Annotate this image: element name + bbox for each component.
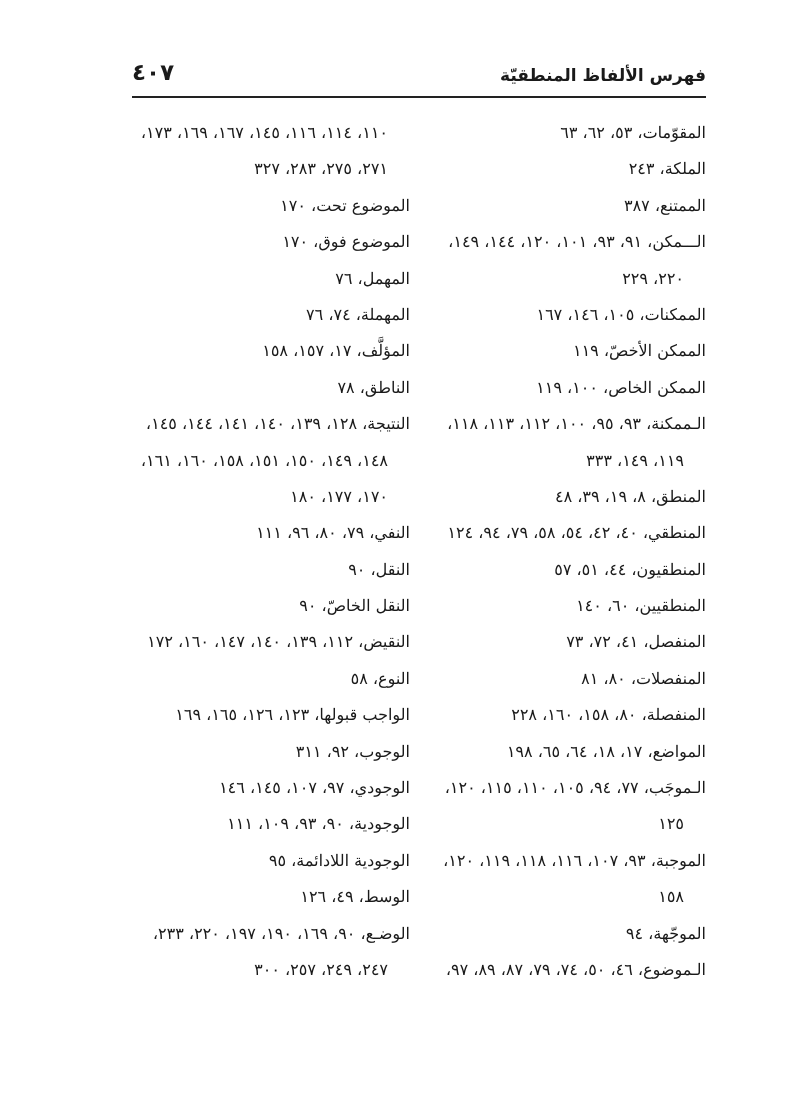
index-entry: المنطقيون، ٤٤، ٥١، ٥٧ [554,559,706,579]
index-entry: الممكن الأخصّ، ١١٩ [572,341,706,361]
index-entry: الوجودية، ٩٠، ٩٣، ١٠٩، ١١١ [227,814,410,834]
index-entry: الوجودية اللادائمة، ٩٥ [268,850,410,870]
index-entry: الممتنع، ٣٨٧ [623,195,706,215]
index-entry: الممكنات، ١٠٥، ١٤٦، ١٦٧ [536,304,706,324]
page-number: ٤٠٧ [132,60,175,86]
index-entry: النفي، ٧٩، ٨٠، ٩٦، ١١١ [256,523,410,543]
index-entry: الـموضوع، ٤٦، ٥٠، ٧٤، ٧٩، ٨٧، ٨٩، ٩٧، [445,959,706,979]
index-entry: الملكة، ٢٤٣ [628,159,706,179]
index-entry-continuation: ١٥٨ [658,887,684,907]
index-entry: الناطق، ٧٨ [337,377,410,397]
index-entry-continuation: ١١٩، ١٤٩، ٣٣٣ [586,450,684,470]
index-column-right [426,115,706,988]
index-entry: المنطق، ٨، ١٩، ٣٩، ٤٨ [554,486,706,506]
index-entry-continuation: ٢٤٧، ٢٤٩، ٢٥٧، ٣٠٠ [254,959,388,979]
index-entry: المهمل، ٧٦ [335,268,410,288]
index-entry: النقل الخاصّ، ٩٠ [299,596,410,616]
index-entry: الوجودي، ٩٧، ١٠٧، ١٤٥، ١٤٦ [219,778,410,798]
index-entry: المؤلَّف، ١٧، ١٥٧، ١٥٨ [262,341,410,361]
index-entry: النوع، ٥٨ [350,668,410,688]
index-entry: المنطقي، ٤٠، ٤٢، ٥٤، ٥٨، ٧٩، ٩٤، ١٢٤ [447,523,706,543]
index-column-left [132,115,410,988]
index-entry: الموجّهة، ٩٤ [625,923,706,943]
index-entry: النتيجة، ١٢٨، ١٣٩، ١٤٠، ١٤١، ١٤٤، ١٤٥، [145,414,410,434]
index-entry-continuation: ١٧٠، ١٧٧، ١٨٠ [290,486,388,506]
index-entry-continuation: ١١٠، ١١٤، ١١٦، ١٤٥، ١٦٧، ١٦٩، ١٧٣، [140,123,388,142]
index-entry: الوضـع، ٩٠، ١٦٩، ١٩٠، ١٩٧، ٢٢٠، ٢٣٣، [152,923,410,943]
index-entry: الممكن الخاص، ١٠٠، ١١٩ [536,377,706,397]
header-title: فهرس الألفاظ المنطقيّة [500,66,706,86]
index-entry: المنفصل، ٤١، ٧٢، ٧٣ [566,632,706,652]
index-entry: المنطقيين، ٦٠، ١٤٠ [576,596,706,616]
index-entry-continuation: ١٤٨، ١٤٩، ١٥٠، ١٥١، ١٥٨، ١٦٠، ١٦١، [140,450,388,470]
index-entry: الوسط، ٤٩، ١٢٦ [300,887,410,907]
index-entry: المهملة، ٧٤، ٧٦ [306,304,410,324]
index-entry-continuation: ٢٢٠، ٢٢٩ [622,268,684,288]
index-entry: الموضوع فوق، ١٧٠ [282,232,410,252]
index-entry: النقل، ٩٠ [348,559,410,579]
index-entry: النقيض، ١١٢، ١٣٩، ١٤٠، ١٤٧، ١٦٠، ١٧٢ [147,632,410,652]
index-entry: الوجوب، ٩٢، ٣١١ [295,741,410,761]
index-entry: المنفصلات، ٨٠، ٨١ [581,668,706,688]
index-entry: المواضع، ١٧، ١٨، ٦٤، ٦٥، ١٩٨ [506,741,706,761]
index-entry: الـــمكن، ٩١، ٩٣، ١٠١، ١٢٠، ١٤٤، ١٤٩، [448,232,706,252]
running-header [132,58,706,98]
index-entry: الـموجَب، ٧٧، ٩٤، ١٠٥، ١١٠، ١١٥، ١٢٠، [444,778,706,798]
index-entry: الواجب قبولها، ١٢٣، ١٢٦، ١٦٥، ١٦٩ [175,705,410,725]
index-entry: المقوّمات، ٥٣، ٦٢، ٦٣ [560,123,706,142]
index-entry: الموجبة، ٩٣، ١٠٧، ١١٦، ١١٨، ١١٩، ١٢٠، [443,850,706,870]
index-entry-continuation: ٢٧١، ٢٧٥، ٢٨٣، ٣٢٧ [254,159,388,179]
index-entry: المنفصلة، ٨٠، ١٥٨، ١٦٠، ٢٢٨ [511,705,706,725]
index-entry: الموضوع تحت، ١٧٠ [280,195,410,215]
index-entry: الـممكنة، ٩٣، ٩٥، ١٠٠، ١١٢، ١١٣، ١١٨، [447,414,706,434]
index-entry-continuation: ١٢٥ [658,814,684,834]
